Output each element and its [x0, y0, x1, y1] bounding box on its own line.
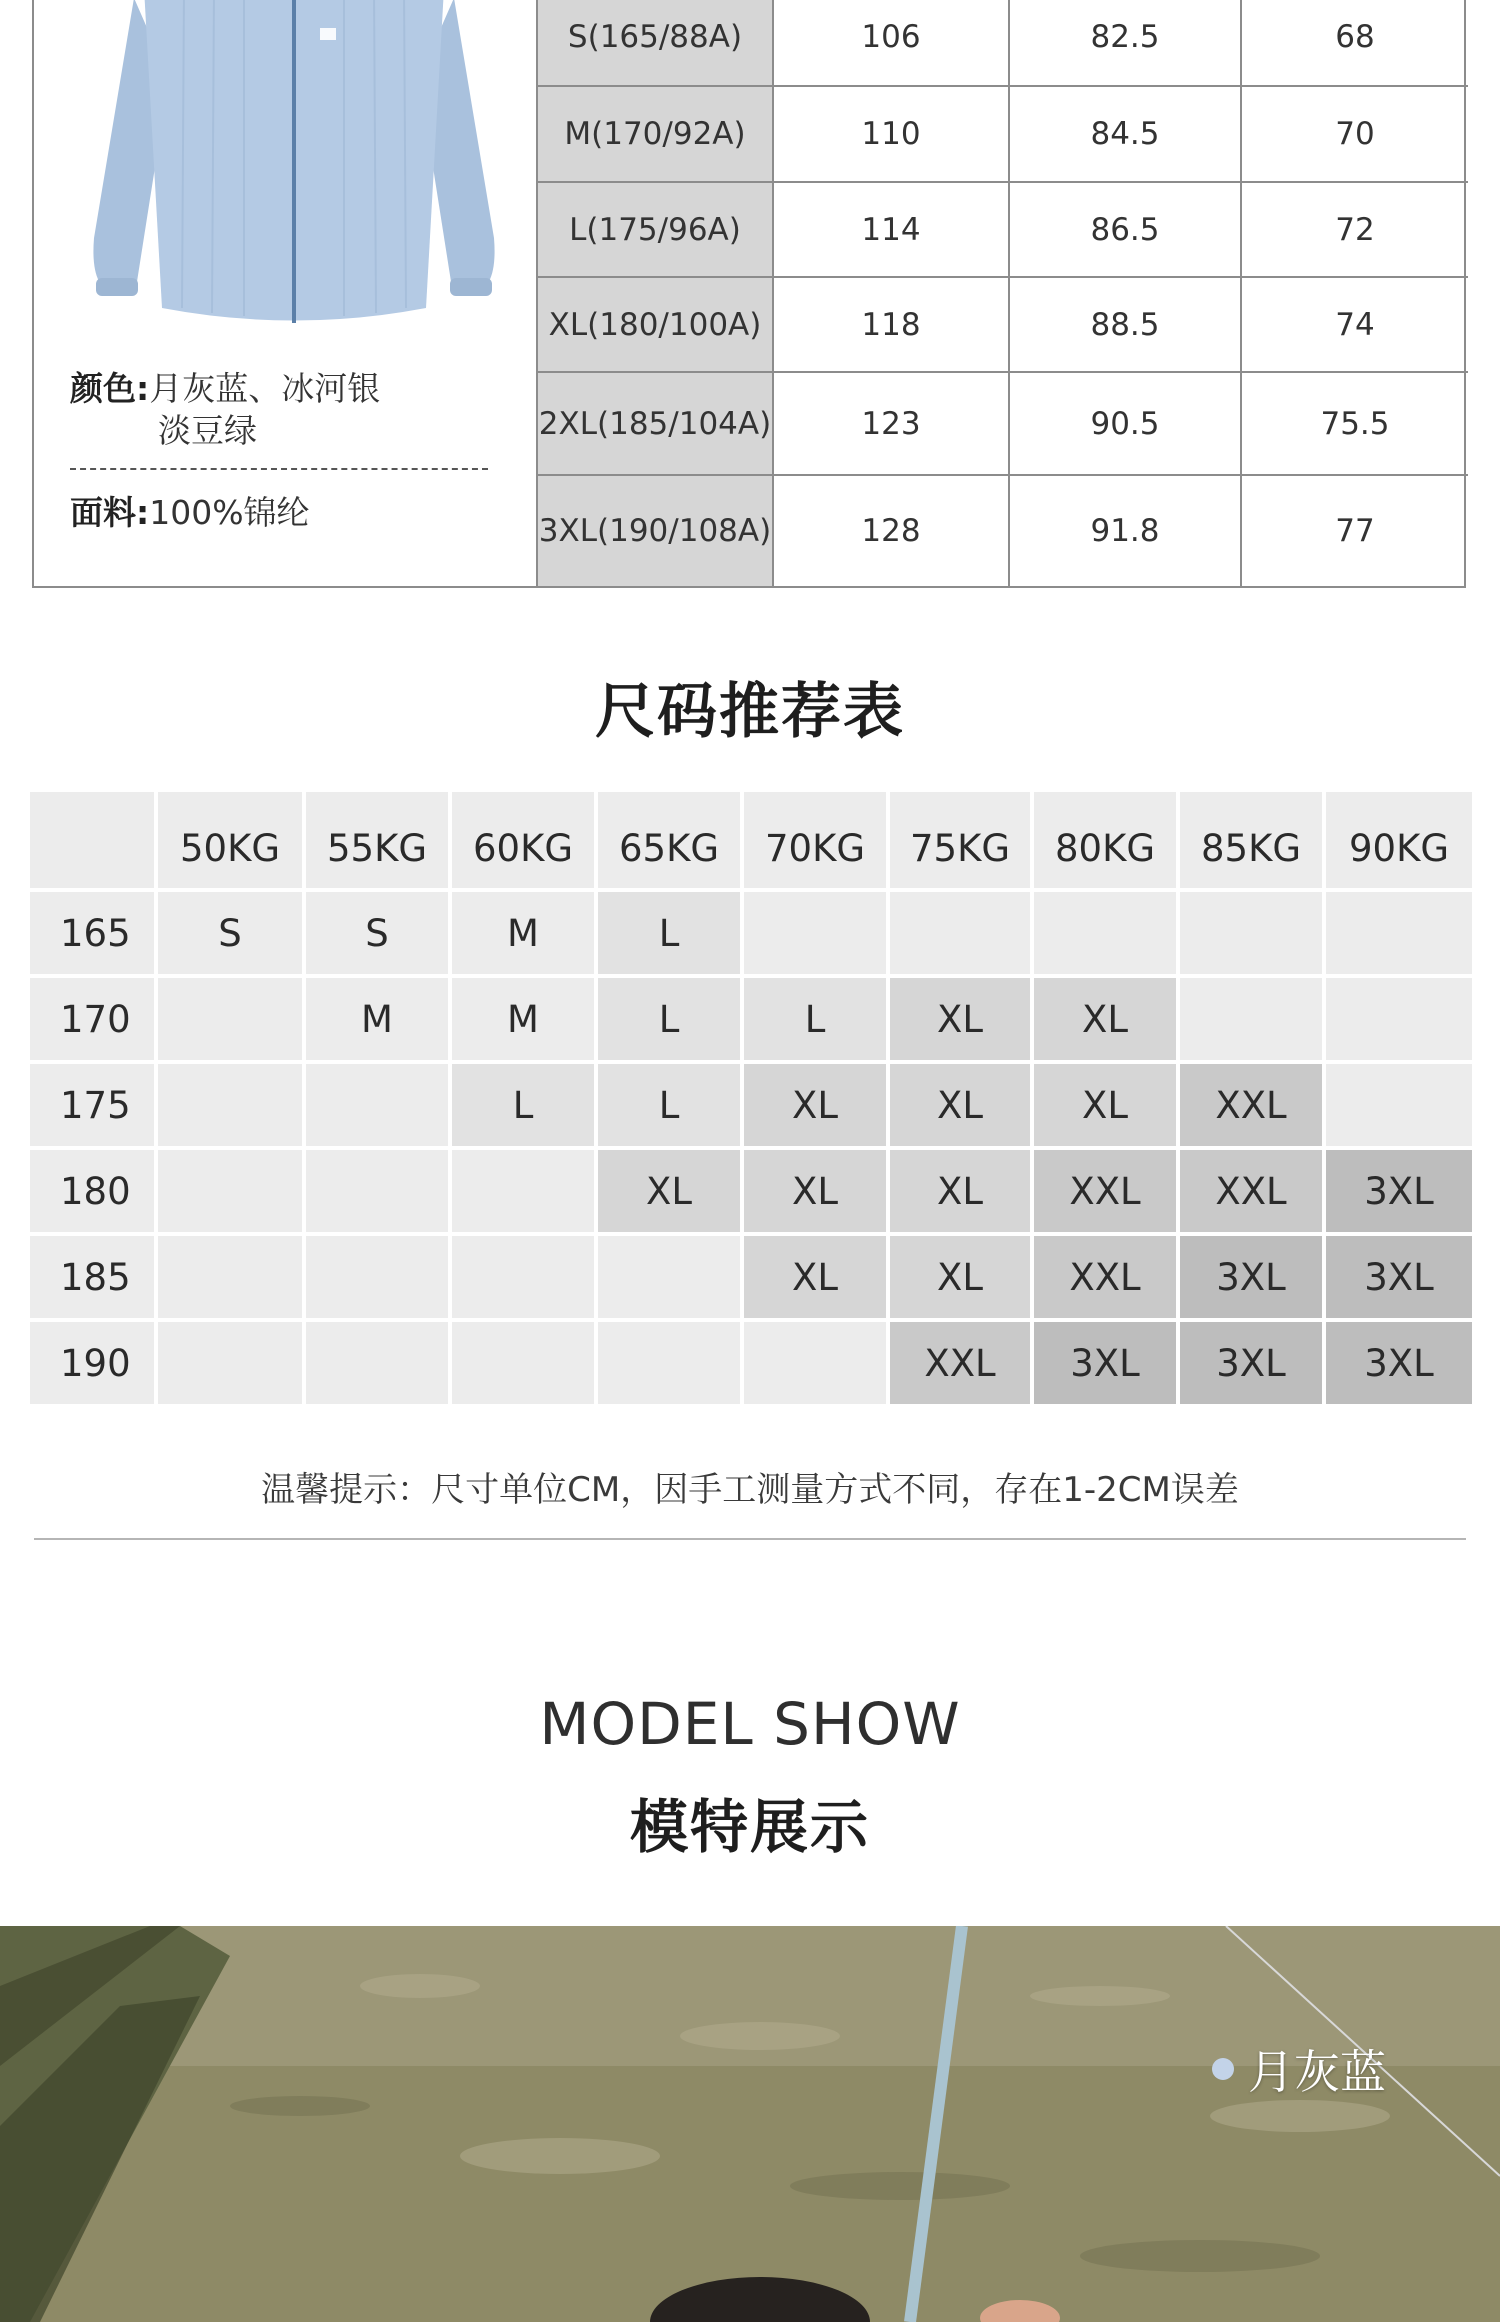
recommended-size-cell: XL — [598, 1150, 740, 1232]
empty-cell — [158, 1064, 302, 1146]
empty-cell — [744, 1322, 886, 1404]
color-dot-icon — [1212, 2058, 1234, 2080]
recommended-size-cell: XL — [890, 1064, 1030, 1146]
weight-header-cell: 65KG — [598, 792, 740, 888]
size-value-cell: 128 — [772, 476, 1008, 586]
size-label-cell: 3XL(190/108A) — [538, 476, 772, 586]
recommended-size-cell: XL — [1034, 1064, 1176, 1146]
size-label-cell: M(170/92A) — [538, 87, 772, 181]
size-value-cell: 88.5 — [1008, 278, 1240, 371]
color-tag-label: 月灰蓝 — [1248, 2045, 1386, 2099]
recommended-size-cell: 3XL — [1326, 1236, 1472, 1318]
size-label-cell: L(175/96A) — [538, 183, 772, 276]
weight-header-cell: 80KG — [1034, 792, 1176, 888]
empty-cell — [598, 1322, 740, 1404]
empty-cell — [1180, 892, 1322, 974]
recommended-size-cell: 3XL — [1180, 1322, 1322, 1404]
empty-cell — [306, 1236, 448, 1318]
size-row — [538, 278, 1468, 373]
empty-cell — [306, 1322, 448, 1404]
recommended-size-cell: L — [744, 978, 886, 1060]
size-label-cell: XL(180/100A) — [538, 278, 772, 371]
size-value-cell: 90.5 — [1008, 373, 1240, 474]
recommended-size-cell: XXL — [890, 1322, 1030, 1404]
height-header-cell: 190 — [30, 1322, 154, 1404]
weight-header-cell: 60KG — [452, 792, 594, 888]
size-value-cell: 123 — [772, 373, 1008, 474]
recommended-size-cell: 3XL — [1326, 1150, 1472, 1232]
empty-cell — [452, 1236, 594, 1318]
empty-cell — [1034, 892, 1176, 974]
empty-cell — [598, 1236, 740, 1318]
size-value-cell: 84.5 — [1008, 87, 1240, 181]
recommended-size-cell: XL — [890, 1150, 1030, 1232]
recommended-size-cell: L — [598, 892, 740, 974]
size-label-cell: 2XL(185/104A) — [538, 373, 772, 474]
weight-header-cell: 55KG — [306, 792, 448, 888]
size-value-cell: 75.5 — [1240, 373, 1468, 474]
empty-cell — [158, 1150, 302, 1232]
recommended-size-cell: M — [452, 978, 594, 1060]
size-measurement-table — [536, 0, 1468, 586]
weight-header-cell: 50KG — [158, 792, 302, 888]
empty-cell — [890, 892, 1030, 974]
empty-cell — [1326, 1064, 1472, 1146]
empty-cell — [306, 1150, 448, 1232]
recommended-size-cell: L — [598, 978, 740, 1060]
color-tag — [1212, 2036, 1386, 2102]
size-value-cell: 74 — [1240, 278, 1468, 371]
size-value-cell: 68 — [1240, 0, 1468, 85]
product-info-column — [34, 0, 536, 586]
fabric-label: 面料: — [70, 493, 150, 532]
size-row — [538, 373, 1468, 476]
fabric-value: 100%锦纶 — [149, 493, 310, 532]
size-value-cell: 82.5 — [1008, 0, 1240, 85]
weight-header-cell: 75KG — [890, 792, 1030, 888]
dashed-divider — [70, 468, 488, 470]
weight-header-cell: 70KG — [744, 792, 886, 888]
color-label: 颜色: — [70, 369, 150, 408]
recommended-size-cell: XXL — [1034, 1236, 1176, 1318]
height-header-cell: 180 — [30, 1150, 154, 1232]
empty-cell — [1180, 978, 1322, 1060]
recommended-size-cell: M — [306, 978, 448, 1060]
weight-header-cell: 85KG — [1180, 792, 1322, 888]
color-value-1: 月灰蓝、冰河银 — [149, 369, 381, 408]
recommendation-title: 尺码推荐表 — [595, 677, 905, 747]
recommended-size-cell: XL — [1034, 978, 1176, 1060]
size-value-cell: 70 — [1240, 87, 1468, 181]
height-header-cell: 185 — [30, 1236, 154, 1318]
model-show-title-cn: 模特展示 — [629, 1793, 870, 1861]
recommended-size-cell: XXL — [1180, 1150, 1322, 1232]
empty-cell — [306, 1064, 448, 1146]
size-row — [538, 87, 1468, 183]
size-recommendation-table — [30, 792, 1472, 1414]
recommended-size-cell: S — [306, 892, 448, 974]
height-header-cell: 175 — [30, 1064, 154, 1146]
size-row — [538, 476, 1468, 586]
recommended-size-cell: S — [158, 892, 302, 974]
size-value-cell: 86.5 — [1008, 183, 1240, 276]
recommended-size-cell: XL — [744, 1064, 886, 1146]
color-info — [70, 368, 380, 452]
empty-cell — [1326, 978, 1472, 1060]
fabric-info — [70, 492, 310, 534]
recommended-size-cell: 3XL — [1326, 1322, 1472, 1404]
model-show-title-en: MODEL SHOW — [539, 1690, 961, 1758]
recommended-size-cell: M — [452, 892, 594, 974]
empty-cell — [1326, 892, 1472, 974]
size-value-cell: 77 — [1240, 476, 1468, 586]
table-corner-cell — [30, 792, 154, 888]
size-row — [538, 183, 1468, 278]
size-chart-block — [32, 0, 1466, 588]
height-header-cell: 170 — [30, 978, 154, 1060]
color-value-2: 淡豆绿 — [158, 411, 257, 450]
size-value-cell: 106 — [772, 0, 1008, 85]
recommended-size-cell: XL — [890, 978, 1030, 1060]
size-value-cell: 118 — [772, 278, 1008, 371]
recommended-size-cell: XXL — [1034, 1150, 1176, 1232]
weight-header-cell: 90KG — [1326, 792, 1472, 888]
measurement-note: 温馨提示：尺寸单位CM，因手工测量方式不同，存在1-2CM误差 — [261, 1470, 1239, 1510]
jacket-product-image — [74, 0, 514, 328]
empty-cell — [452, 1150, 594, 1232]
section-divider — [34, 1538, 1466, 1540]
recommended-size-cell: XL — [744, 1236, 886, 1318]
recommended-size-cell: 3XL — [1034, 1322, 1176, 1404]
recommended-size-cell: XL — [744, 1150, 886, 1232]
size-value-cell: 91.8 — [1008, 476, 1240, 586]
recommended-size-cell: L — [598, 1064, 740, 1146]
empty-cell — [158, 1322, 302, 1404]
recommended-size-cell: 3XL — [1180, 1236, 1322, 1318]
size-label-cell: S(165/88A) — [538, 0, 772, 85]
empty-cell — [158, 978, 302, 1060]
size-row — [538, 0, 1468, 87]
empty-cell — [158, 1236, 302, 1318]
recommended-size-cell: XL — [890, 1236, 1030, 1318]
empty-cell — [744, 892, 886, 974]
recommended-size-cell: L — [452, 1064, 594, 1146]
size-value-cell: 114 — [772, 183, 1008, 276]
size-value-cell: 72 — [1240, 183, 1468, 276]
model-photo — [0, 1926, 1500, 2322]
size-value-cell: 110 — [772, 87, 1008, 181]
height-header-cell: 165 — [30, 892, 154, 974]
recommended-size-cell: XXL — [1180, 1064, 1322, 1146]
empty-cell — [452, 1322, 594, 1404]
